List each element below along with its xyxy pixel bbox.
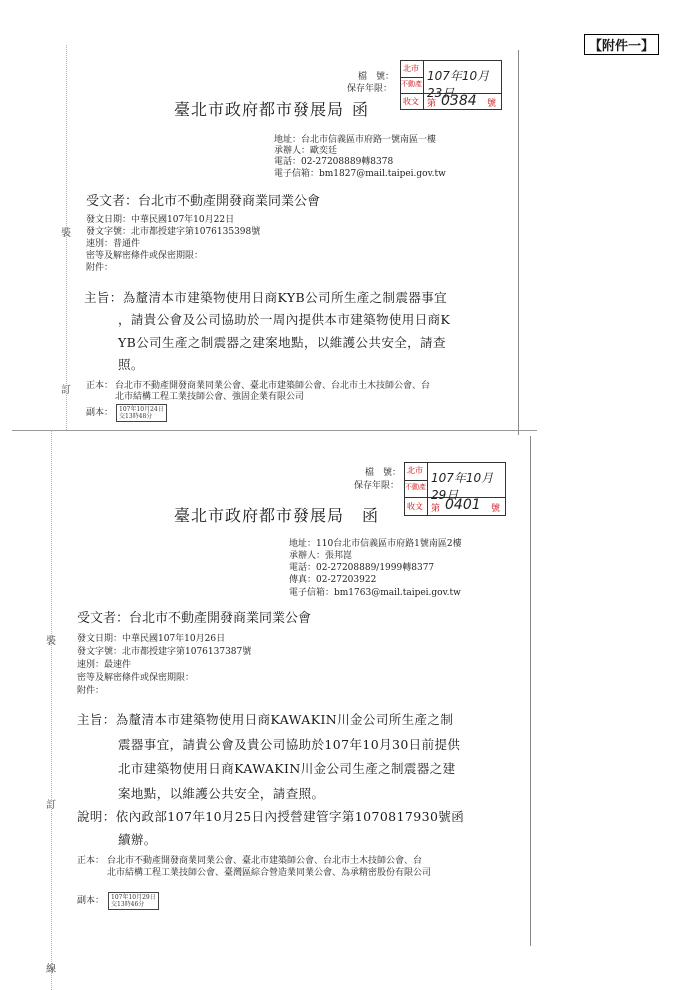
binding-mark: 裝	[61, 228, 71, 239]
binding-mark: 線	[46, 964, 56, 975]
subject-line: 北市建築物使用日商KAWAKIN川金公司生產之制震器之建	[118, 761, 456, 776]
subject-line: ，請貴公會及公司協助於一周內提供本市建築物使用日商K	[118, 312, 451, 327]
officer: 承辦人：張邦崑	[289, 551, 353, 561]
copy-stamp	[108, 892, 159, 910]
stamp-org-sub: 不動產	[401, 80, 422, 88]
stamp-org: 北市	[403, 64, 419, 73]
recipient: 受文者：台北市不動產開發商業同業公會	[77, 611, 312, 626]
officer: 承辦人：歐奕廷	[274, 146, 338, 156]
issue-date: 發文日期：中華民國107年10月26日	[77, 634, 226, 644]
file-number-label: 檔 號：	[358, 72, 395, 82]
stamp-num-suffix: 號	[487, 99, 497, 109]
copy-label: 副本：	[77, 896, 105, 906]
copy-stamp-date: 107年10月24日	[119, 406, 164, 413]
stamp-num-prefix: 第	[431, 504, 441, 514]
secrecy: 密等及解密條件或保密期限：	[77, 673, 195, 683]
agency-name: 臺北市政府都市發展局	[174, 506, 345, 525]
description-line: 續辦。	[118, 832, 157, 847]
stamp-number: 0384	[441, 93, 477, 109]
stamp-num-suffix: 號	[491, 504, 501, 514]
email: 電子信箱：bm1827@mail.taipei.gov.tw	[274, 169, 446, 179]
fax: 傳真：02-27203922	[289, 575, 377, 585]
address: 地址：110台北市信義區市府路1號南區2樓	[289, 539, 462, 549]
binding-mark: 裝	[46, 636, 56, 647]
binding-mark: 訂	[46, 800, 56, 811]
cc-line: 北市結構工程工業技師公會、強固企業有限公司	[115, 392, 305, 402]
issue-date: 發文日期：中華民國107年10月22日	[86, 215, 235, 225]
subject-line: 震器事宜，請貴公會及貴公司協助於107年10月30日前提供	[118, 737, 461, 752]
subject-line: YB公司生產之制震器之建案地點，以維護公共安全，請查	[118, 335, 446, 350]
copy-stamp-time: 交13時48分	[119, 413, 153, 420]
copy-stamp-date: 107年10月29日	[111, 894, 156, 901]
retention-label: 保存年限：	[354, 481, 400, 491]
sheet-1-bottom-edge	[12, 430, 537, 431]
secrecy: 密等及解密條件或保密期限：	[86, 251, 204, 261]
email: 電子信箱：bm1763@mail.taipei.gov.tw	[289, 588, 461, 598]
cc-line: 北市結構工程工業技師公會、臺灣區綜合營造業同業公會、為承精密股份有限公司	[107, 868, 432, 878]
retention-label: 保存年限：	[347, 84, 393, 94]
address: 地址：台北市信義區市府路一號南區一樓	[274, 135, 437, 145]
receipt-stamp	[400, 60, 502, 110]
doc-type: 函	[352, 100, 370, 119]
stamp-org-sub: 不動產	[405, 483, 426, 491]
binding-mark: 訂	[61, 385, 71, 396]
description-line: 說明：依內政部107年10月25日內授營建管字第1070817930號函	[77, 809, 465, 824]
sheet-1-right-edge	[518, 50, 519, 435]
phone: 電話：02-27208889轉8378	[274, 157, 394, 167]
doc-number: 發文字號：北市都授建字第1076137387號	[77, 647, 252, 657]
agency-name: 臺北市政府都市發展局	[174, 100, 345, 119]
stamp-receive: 收文	[403, 97, 419, 106]
stamp-org: 北市	[407, 466, 423, 475]
urgency: 速別：普通件	[86, 239, 141, 249]
stamp-num-prefix: 第	[427, 99, 437, 109]
copy-label: 副本：	[86, 408, 114, 418]
file-number-label: 檔 號：	[365, 468, 402, 478]
subject-line: 主旨：為釐清本市建築物使用日商KAWAKIN川金公司所生產之制	[77, 712, 454, 727]
sheet-2-right-edge	[530, 436, 531, 946]
stamp-date: 107年10月23日	[427, 69, 490, 100]
subject-line: 照。	[118, 357, 144, 372]
subject-line: 案地點，以維護公共安全，請查照。	[118, 786, 325, 801]
doc-number: 發文字號：北市都授建字第1076135398號	[86, 227, 261, 237]
stamp-receive: 收文	[407, 502, 423, 511]
receipt-stamp	[404, 462, 506, 516]
phone: 電話：02-27208889/1999轉8377	[289, 563, 435, 573]
attachments: 附件：	[86, 263, 114, 273]
stamp-date: 107年10月29日	[431, 471, 494, 502]
cc-label: 正本：	[77, 856, 105, 866]
cc-line: 台北市不動產開發商業同業公會、臺北市建築師公會、台北市土木技師公會、台	[107, 856, 423, 866]
attachment-tag: 【附件一】	[584, 34, 659, 55]
urgency: 速別：最速件	[77, 660, 132, 670]
subject-line: 主旨：為釐清本市建築物使用日商KYB公司所生產之制震器事宜	[84, 290, 448, 305]
copy-stamp	[116, 404, 167, 422]
binding-line-2	[51, 430, 52, 990]
cc-label: 正本：	[86, 381, 114, 391]
recipient: 受文者：台北市不動產開發商業同業公會	[86, 194, 321, 209]
attachments: 附件：	[77, 686, 105, 696]
stamp-number: 0401	[445, 497, 481, 513]
copy-stamp-time: 交13時46分	[111, 901, 145, 908]
doc-type: 函	[362, 506, 380, 525]
cc-line: 台北市不動產開發商業同業公會、臺北市建築師公會、台北市土木技師公會、台	[115, 381, 431, 391]
